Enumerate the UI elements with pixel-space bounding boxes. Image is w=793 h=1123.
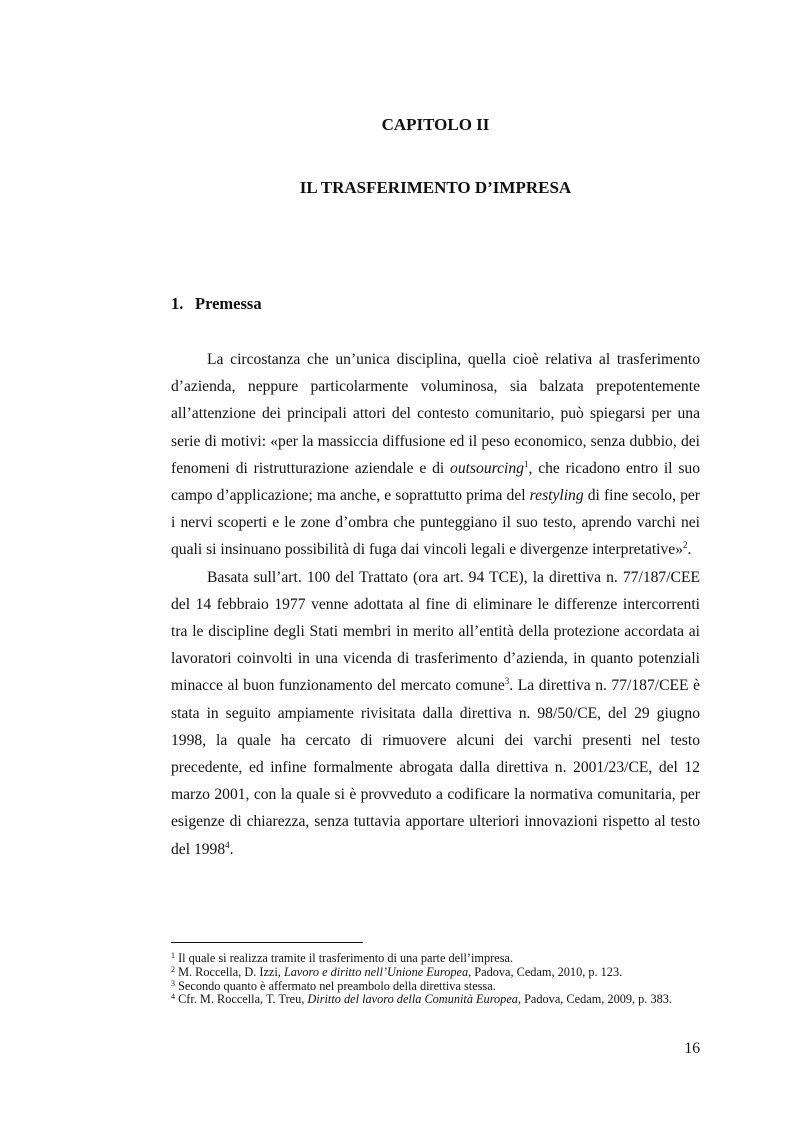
paragraph (171, 564, 700, 863)
footnote-ref: 4 (225, 839, 230, 850)
footnote-divider (171, 942, 363, 943)
text-run: . (687, 541, 692, 559)
footnote-italic-title: Diritto del lavoro della Comunità Europea (307, 992, 518, 1007)
footnote (171, 952, 700, 966)
text-run: La circostanza che un’unica disciplina, quella cioè relativa al trasferimento d’azienda, neppure particolarmente voluminosa, sia balzata prepotentemente all’attenzione dei principali attori del contesto comunitario, può spiegarsi per una serie di motivi: «per la massiccia diffusione ed il peso economico, senza dubbio, dei fenomeni di ristrutturazione aziendale e di (171, 351, 700, 477)
body-text (171, 346, 700, 863)
footnote (171, 966, 700, 980)
text-run: , che ricadono entro il suo campo d’applicazione; ma anche, e soprattutto prima del (171, 459, 700, 505)
page-number: 16 (684, 1040, 700, 1057)
text-run: di fine secolo, per i nervi scoperti e le zone d’ombra che punteggiano il suo testo, aprendo varchi nei quali si insinuano possibilità di fuga dai vincoli legali e divergenze interpretative» (171, 487, 700, 559)
footnote-number: 2 (171, 964, 175, 974)
italic-term: outsourcing (450, 459, 524, 477)
footnote-number: 1 (171, 951, 175, 960)
paragraph (171, 346, 700, 564)
footnote-text: Cfr. M. Roccella, T. Treu, (175, 992, 308, 1007)
footnote-italic-title: Lavoro e diritto nell’Unione Europea (283, 964, 469, 979)
footnote (171, 980, 700, 994)
footnote-ref: 1 (523, 458, 529, 469)
footnotes (171, 952, 700, 1007)
italic-term: restyling (529, 487, 584, 505)
footnote-ref: 3 (504, 676, 510, 687)
chapter-title: IL TRASFERIMENTO D’IMPRESA (299, 178, 572, 197)
footnote-text: , Padova, Cedam, 2009, p. 383. (517, 992, 672, 1007)
footnote-ref: 2 (683, 540, 688, 551)
text-run: Basata sull’art. 100 del Trattato (ora art. 94 TCE), la direttiva n. 77/187/CEE del 14 febbraio 1977 venne adottata al fine di eliminare le differenze intercorrenti tra le discipline degli Stati membri in merito all’entità della protezione accordata ai lavoratori coinvolti in una vicenda di trasferimento d’azienda, in quanto potenziali minacce al buon funzionamento del mercato comune (171, 568, 700, 695)
text-run: . (229, 840, 234, 858)
chapter-number: CAPITOLO II (381, 115, 490, 134)
section-title: Premessa (195, 294, 262, 313)
footnote (171, 993, 700, 1007)
text-run: . La direttiva n. 77/187/CEE è stata in seguito ampiamente rivisitata dalla direttiva n. 98/50/CE, del 29 giugno 1998, la quale ha cercato di rimuovere alcuni dei varchi presenti nel testo precedente, ed infine formalmente abrogata dalla direttiva n. 2001/23/CE, del 12 marzo 2001, con la quale si è provveduto a codificare la normativa comunitaria, per esigenze di chiarezza, senza tuttavia apportare ulteriori innovazioni rispetto al testo del 1998 (171, 677, 700, 858)
section-heading (171, 294, 262, 314)
footnote-text: , Padova, Cedam, 2010, p. 123. (468, 964, 623, 979)
footnote-number: 4 (171, 992, 175, 1002)
section-number: 1. (171, 294, 184, 313)
footnote-text: Secondo quanto è affermato nel preambolo della direttiva stessa. (175, 978, 496, 993)
footnote-text: Il quale si realizza tramite il trasferimento di una parte dell’impresa. (175, 951, 514, 965)
footnote-text: M. Roccella, D. Izzi, (175, 964, 284, 979)
footnote-number: 3 (171, 978, 175, 988)
